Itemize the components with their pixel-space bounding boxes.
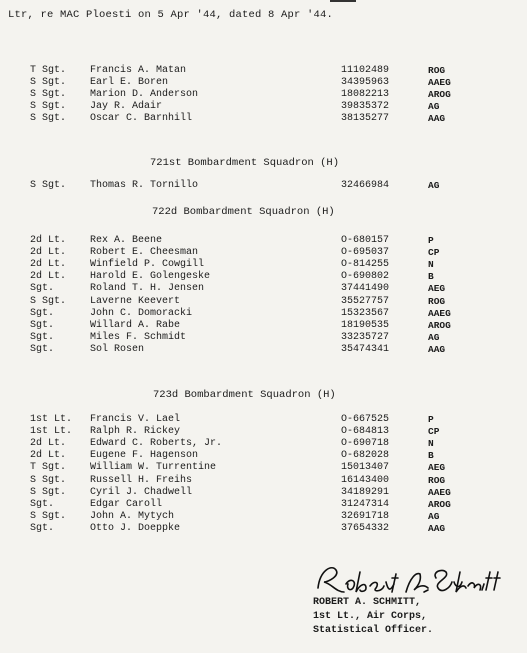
roster-serial: O-667525 bbox=[341, 414, 390, 425]
roster-duty: AAEG bbox=[428, 307, 451, 319]
roster-serial: 35527757 bbox=[341, 295, 390, 307]
roster-rank: Sgt. bbox=[30, 498, 55, 510]
signature-rank: 1st Lt., Air Corps, bbox=[313, 611, 428, 622]
roster-name: Ralph R. Rickey bbox=[90, 426, 181, 438]
roster-name: Thomas R. Tornillo bbox=[90, 180, 199, 191]
roster-duty: AROG bbox=[428, 319, 451, 331]
roster-rank: 1st Lt. bbox=[30, 414, 73, 425]
roster-rank: Sgt. bbox=[30, 307, 55, 319]
roster-rank: 2d Lt. bbox=[30, 259, 67, 271]
roster-name: John C. Domoracki bbox=[90, 307, 193, 319]
roster-name: Francis V. Lael bbox=[90, 414, 181, 425]
roster-duty: AG bbox=[428, 331, 440, 343]
roster-name: Earl E. Boren bbox=[90, 77, 169, 89]
roster-name: Francis A. Matan bbox=[90, 65, 187, 76]
roster-duty: B bbox=[428, 271, 434, 283]
roster-duty: AEG bbox=[428, 462, 446, 474]
document-header: Ltr, re MAC Ploesti on 5 Apr '44, dated 8 Apr '44. bbox=[8, 9, 334, 21]
roster-rank: S Sgt. bbox=[30, 89, 67, 101]
roster-duty: AAG bbox=[428, 522, 446, 534]
handwritten-signature bbox=[310, 558, 510, 600]
roster-serial: O-690718 bbox=[341, 438, 390, 450]
roster-serial: 16143400 bbox=[341, 474, 390, 486]
roster-duty: N bbox=[428, 259, 434, 271]
roster-name: William W. Turrentine bbox=[90, 462, 217, 474]
roster-serial: 15323567 bbox=[341, 307, 390, 319]
roster-name: John A. Mytych bbox=[90, 510, 175, 522]
roster-name: Edgar Caroll bbox=[90, 498, 163, 510]
roster-serial: 31247314 bbox=[341, 498, 390, 510]
roster-rank: 2d Lt. bbox=[30, 450, 67, 462]
roster-name: Robert E. Cheesman bbox=[90, 247, 199, 259]
roster-duty: N bbox=[428, 438, 434, 450]
roster-rank: Sgt. bbox=[30, 343, 55, 355]
roster-rank: S Sgt. bbox=[30, 101, 67, 113]
roster-name: Jay R. Adair bbox=[90, 101, 163, 113]
roster-rank: 2d Lt. bbox=[30, 235, 67, 246]
roster-name: Oscar C. Barnhill bbox=[90, 113, 193, 125]
roster-rank: T Sgt. bbox=[30, 65, 67, 76]
roster-name: Miles F. Schmidt bbox=[90, 331, 187, 343]
roster-serial: 34395963 bbox=[341, 77, 390, 89]
roster-rank: Sgt. bbox=[30, 283, 55, 295]
squadron-heading: 721st Bombardment Squadron (H) bbox=[150, 157, 340, 169]
roster-serial: O-695037 bbox=[341, 247, 390, 259]
roster-duty: AG bbox=[428, 510, 440, 522]
roster-duty: AAG bbox=[428, 343, 446, 355]
roster-duty: AAEG bbox=[428, 77, 451, 89]
roster-rank: S Sgt. bbox=[30, 113, 67, 125]
roster-rank: 2d Lt. bbox=[30, 438, 67, 450]
roster-serial: 32691718 bbox=[341, 510, 390, 522]
roster-rank: 1st Lt. bbox=[30, 426, 73, 438]
roster-duty: AAEG bbox=[428, 486, 451, 498]
roster-rank: S Sgt. bbox=[30, 474, 67, 486]
roster-duty: ROG bbox=[428, 295, 446, 307]
roster-duty: P bbox=[428, 414, 434, 425]
roster-duty: ROG bbox=[428, 65, 446, 76]
roster-rank: S Sgt. bbox=[30, 180, 67, 191]
roster-duty: CP bbox=[428, 426, 440, 438]
top-rule bbox=[330, 0, 356, 2]
roster-serial: 18082213 bbox=[341, 89, 390, 101]
roster-serial: O-684813 bbox=[341, 426, 390, 438]
roster-name: Russell H. Freihs bbox=[90, 474, 193, 486]
roster-serial: O-690802 bbox=[341, 271, 390, 283]
roster-duty: AROG bbox=[428, 498, 451, 510]
squadron-heading: 723d Bombardment Squadron (H) bbox=[153, 389, 336, 401]
roster-rank: T Sgt. bbox=[30, 462, 67, 474]
roster-serial: O-680157 bbox=[341, 235, 390, 246]
roster-name: Willard A. Rabe bbox=[90, 319, 181, 331]
roster-duty: CP bbox=[428, 247, 440, 259]
roster-serial: 39835372 bbox=[341, 101, 390, 113]
roster-rank: S Sgt. bbox=[30, 486, 67, 498]
roster-name: Edward C. Roberts, Jr. bbox=[90, 438, 223, 450]
roster-serial: 34189291 bbox=[341, 486, 390, 498]
roster-name: Marion D. Anderson bbox=[90, 89, 199, 101]
roster-duty: ROG bbox=[428, 474, 446, 486]
roster-duty: AG bbox=[428, 101, 440, 113]
roster-serial: 18190535 bbox=[341, 319, 390, 331]
roster-rank: S Sgt. bbox=[30, 295, 67, 307]
roster-name: Harold E. Golengeske bbox=[90, 271, 211, 283]
roster-rank: Sgt. bbox=[30, 522, 55, 534]
signature-title: Statistical Officer. bbox=[313, 625, 434, 636]
roster-name: Laverne Keevert bbox=[90, 295, 181, 307]
roster-rank: Sgt. bbox=[30, 331, 55, 343]
roster-duty: AAG bbox=[428, 113, 446, 125]
roster-name: Eugene F. Hagenson bbox=[90, 450, 199, 462]
roster-serial: 37441490 bbox=[341, 283, 390, 295]
roster-name: Cyril J. Chadwell bbox=[90, 486, 193, 498]
roster-name: Otto J. Doeppke bbox=[90, 522, 181, 534]
roster-rank: S Sgt. bbox=[30, 510, 67, 522]
roster-name: Sol Rosen bbox=[90, 343, 145, 355]
roster-name: Roland T. H. Jensen bbox=[90, 283, 205, 295]
roster-duty: AG bbox=[428, 180, 440, 191]
roster-duty: B bbox=[428, 450, 434, 462]
roster-serial: 37654332 bbox=[341, 522, 390, 534]
roster-rank: 2d Lt. bbox=[30, 271, 67, 283]
roster-duty: AROG bbox=[428, 89, 451, 101]
roster-duty: P bbox=[428, 235, 434, 246]
roster-serial: 33235727 bbox=[341, 331, 390, 343]
squadron-heading: 722d Bombardment Squadron (H) bbox=[152, 206, 335, 218]
roster-serial: 32466984 bbox=[341, 180, 390, 191]
roster-rank: Sgt. bbox=[30, 319, 55, 331]
roster-serial: 38135277 bbox=[341, 113, 390, 125]
signature-name: ROBERT A. SCHMITT, bbox=[313, 597, 422, 608]
roster-serial: O-682028 bbox=[341, 450, 390, 462]
roster-name: Rex A. Beene bbox=[90, 235, 163, 246]
roster-rank: 2d Lt. bbox=[30, 247, 67, 259]
roster-serial: 15013407 bbox=[341, 462, 390, 474]
roster-serial: 35474341 bbox=[341, 343, 390, 355]
roster-name: Winfield P. Cowgill bbox=[90, 259, 205, 271]
roster-rank: S Sgt. bbox=[30, 77, 67, 89]
roster-serial: 11102489 bbox=[341, 65, 390, 76]
roster-serial: O-814255 bbox=[341, 259, 390, 271]
roster-duty: AEG bbox=[428, 283, 446, 295]
